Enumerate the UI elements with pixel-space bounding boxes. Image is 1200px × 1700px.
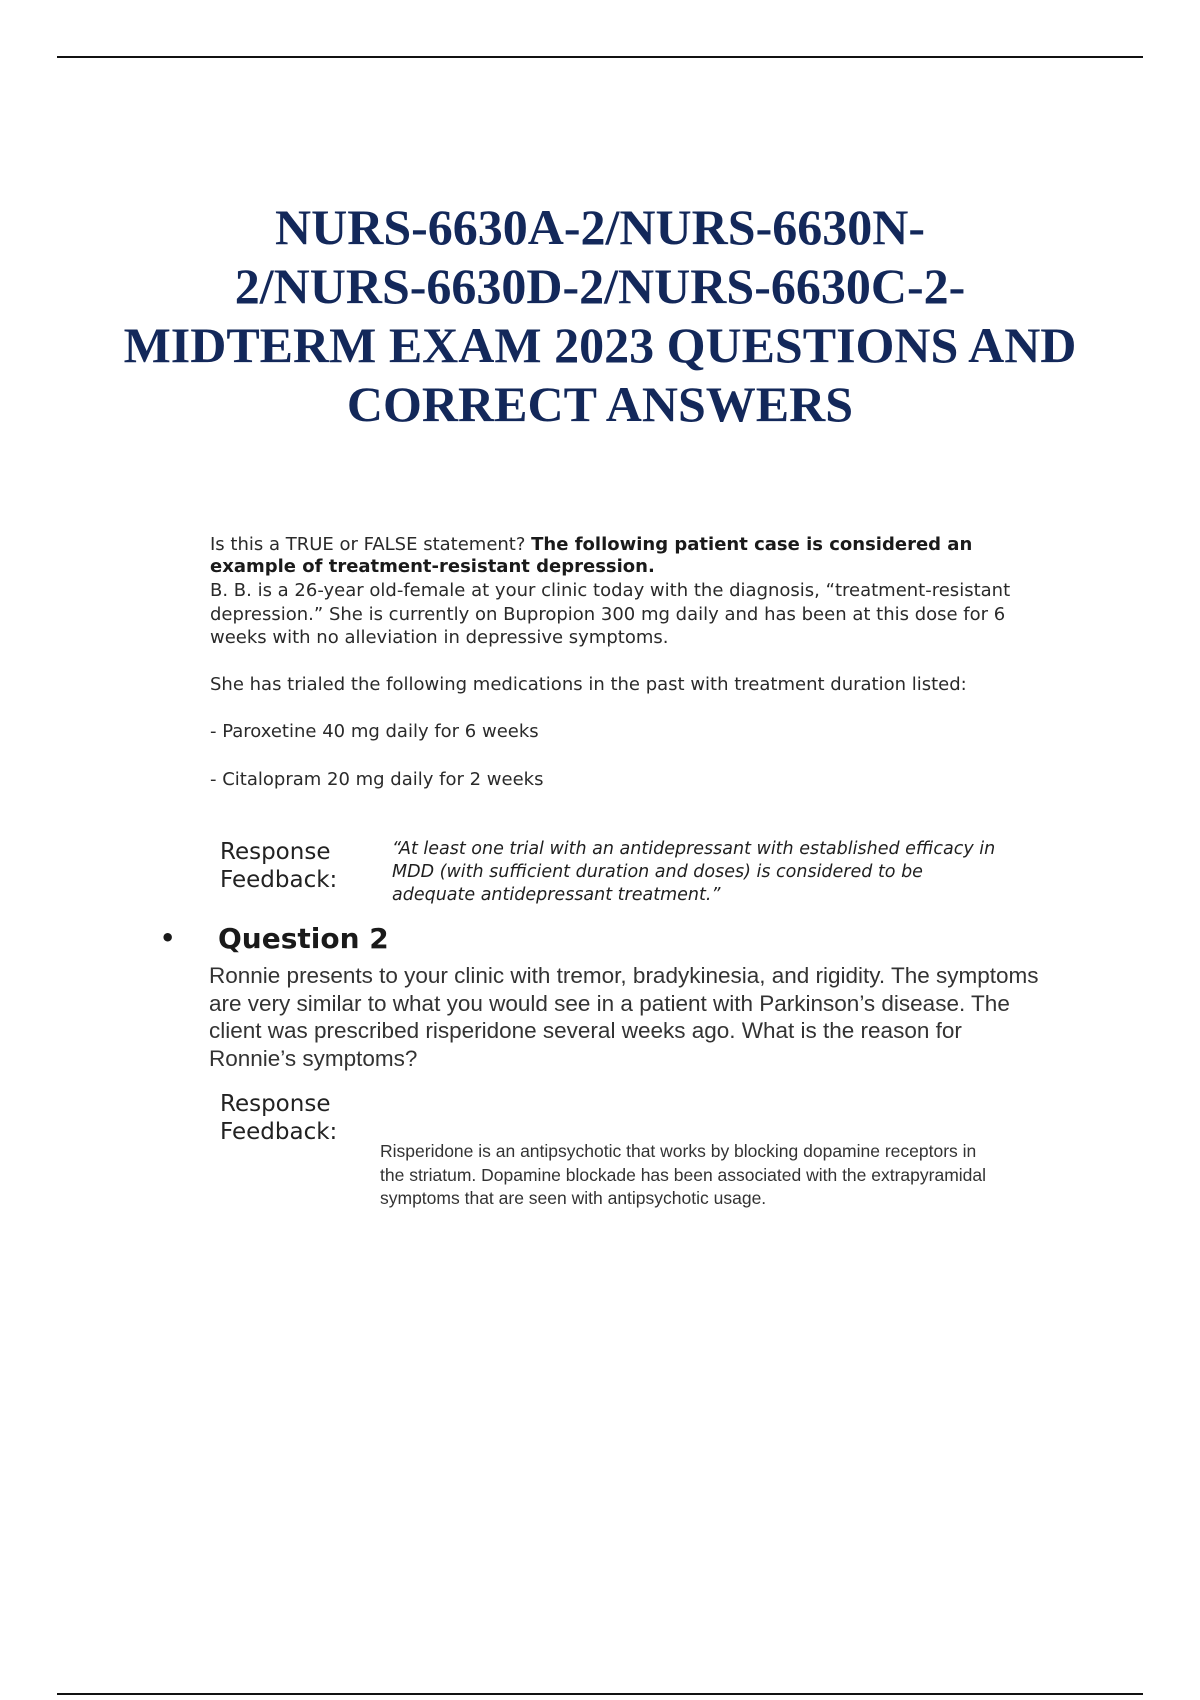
feedback-line: MDD (with sufficient duration and doses) is considered to be [392, 862, 923, 882]
question-2-text [209, 962, 1039, 1072]
feedback-line: the striatum. Dopamine blockade has been associated with the extrapyramidal [380, 1164, 987, 1185]
question-2-title: Question 2 [218, 922, 389, 955]
question-2-line: are very similar to what you would see in a patient with Parkinson’s disease. The [209, 990, 1010, 1016]
feedback-line: Risperidone is an antipsychotic that works by blocking dopamine receptors in [380, 1141, 977, 1161]
top-rule [57, 56, 1143, 58]
response-feedback-text [392, 838, 995, 907]
feedback-label-line: Response [220, 1091, 331, 1117]
feedback-line: adequate antidepressant treatment.” [392, 885, 721, 905]
feedback-label-line: Feedback: [220, 1119, 338, 1145]
question-2-line: Ronnie presents to your clinic with tremor, bradykinesia, and rigidity. The symptoms [209, 963, 1039, 988]
question-2-line: Ronnie’s symptoms? [209, 1045, 418, 1071]
response-feedback-label [220, 838, 337, 894]
question-2-line: client was prescribed risperidone several weeks ago. What is the reason for [209, 1018, 962, 1043]
title-line: NURS-6630A-2/NURS-6630N- [275, 199, 925, 255]
case-line: weeks with no alleviation in depressive symptoms. [210, 627, 669, 648]
case-line: depression.” She is currently on Bupropion 300 mg daily and has been at this dose for 6 [210, 604, 1006, 625]
title-line: 2/NURS-6630D-2/NURS-6630C-2- [234, 258, 966, 314]
medication-item: - Paroxetine 40 mg daily for 6 weeks [210, 721, 539, 742]
title-line: CORRECT ANSWERS [346, 376, 854, 432]
question-2-heading [160, 922, 389, 955]
question-1-prompt: Is this a TRUE or FALSE statement? [210, 534, 526, 555]
question-1-prompt-line [210, 534, 972, 555]
bullet-icon: • [160, 924, 176, 952]
history-intro: She has trialed the following medications in the past with treatment duration listed: [210, 674, 967, 695]
question-1-statement: The following patient case is considered an [531, 534, 973, 555]
case-line: B. B. is a 26-year old-female at your clinic today with the diagnosis, “treatment-resistant [210, 580, 1011, 601]
document-title [100, 198, 1100, 434]
feedback-label-line: Response [220, 839, 331, 865]
title-line: MIDTERM EXAM 2023 QUESTIONS AND [123, 317, 1077, 373]
question-1-statement-line [210, 556, 655, 577]
response-feedback-text [380, 1140, 986, 1211]
feedback-line: “At least one trial with an antidepressant with established efficacy in [392, 839, 996, 859]
feedback-line: symptoms that are seen with antipsychotic usage. [380, 1188, 767, 1208]
response-feedback-label [220, 1090, 337, 1146]
medication-item: - Citalopram 20 mg daily for 2 weeks [210, 769, 544, 790]
feedback-label-line: Feedback: [220, 867, 338, 893]
question-1-statement-cont: example of treatment-resistant depression. [210, 556, 655, 577]
bottom-rule [57, 1693, 1143, 1695]
